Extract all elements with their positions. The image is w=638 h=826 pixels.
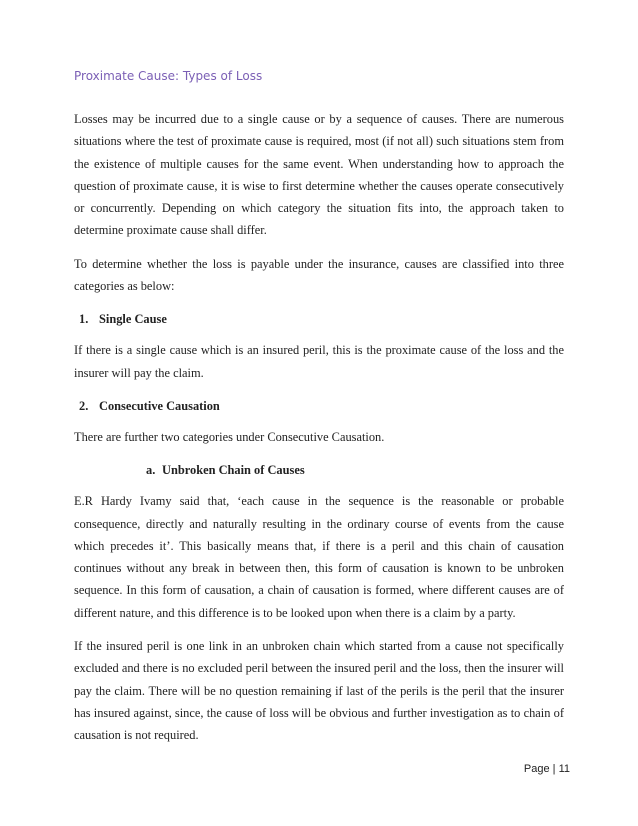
numbered-heading-title: Consecutive Causation bbox=[99, 398, 220, 413]
numbered-heading-title: Single Cause bbox=[99, 312, 167, 327]
body-paragraph: If the insured peril is one link in an unbroken chain which started from a cause not specifically excluded and there is no excluded peril between the insured peril and the loss, then the insurer will pay the claim. There will be no question remaining if last of the perils is the peril that the insurer has insured against, since, the cause of loss will be obvious and further investigation as to chain of causation is not required. bbox=[74, 639, 564, 743]
list-letter: a. bbox=[146, 463, 156, 478]
numbered-heading-consecutive-causation bbox=[74, 395, 564, 417]
intro-paragraph: To determine whether the loss is payable under the insurance, causes are classified into three categories as below: bbox=[74, 256, 564, 294]
sub-heading-title: Unbroken Chain of Causes bbox=[162, 463, 305, 478]
sub-heading-unbroken-chain bbox=[74, 459, 564, 481]
page-number-footer: Page | 11 bbox=[523, 763, 570, 775]
body-paragraph: There are further two categories under Consecutive Causation. bbox=[74, 429, 385, 444]
body-paragraph: E.R Hardy Ivamy said that, ‘each cause in the sequence is the reasonable or probable consequence, directly and naturally resulting in the ordinary course of events from the cause which precedes it’. This basically means that, if there is a peril and this chain of causation continues without any break in between then, this form of causation is known to be unbroken sequence. In this form of causation, a chain of causation is formed, where different causes are of different nature, and this difference is to be looked upon when there is a claim by a party. bbox=[74, 494, 564, 620]
list-number: 2. bbox=[79, 398, 89, 413]
intro-paragraph: Losses may be incurred due to a single cause or by a sequence of causes. There are numerous situations where the test of proximate cause is required, most (if not all) such situations stem from the existence of multiple causes for the same event. When understanding how to approach the question of proximate cause, it is wise to first determine whether the causes operate consecutively or concurrently. Depending on which category the situation fits into, the approach taken to determine proximate cause shall differ. bbox=[74, 112, 564, 238]
section-heading: Proximate Cause: Types of Loss bbox=[74, 69, 263, 83]
numbered-heading-single-cause bbox=[74, 308, 564, 330]
body-paragraph: If there is a single cause which is an insured peril, this is the proximate cause of the loss and the insurer will pay the claim. bbox=[74, 343, 564, 380]
list-number: 1. bbox=[79, 312, 89, 327]
page-content bbox=[74, 66, 564, 758]
